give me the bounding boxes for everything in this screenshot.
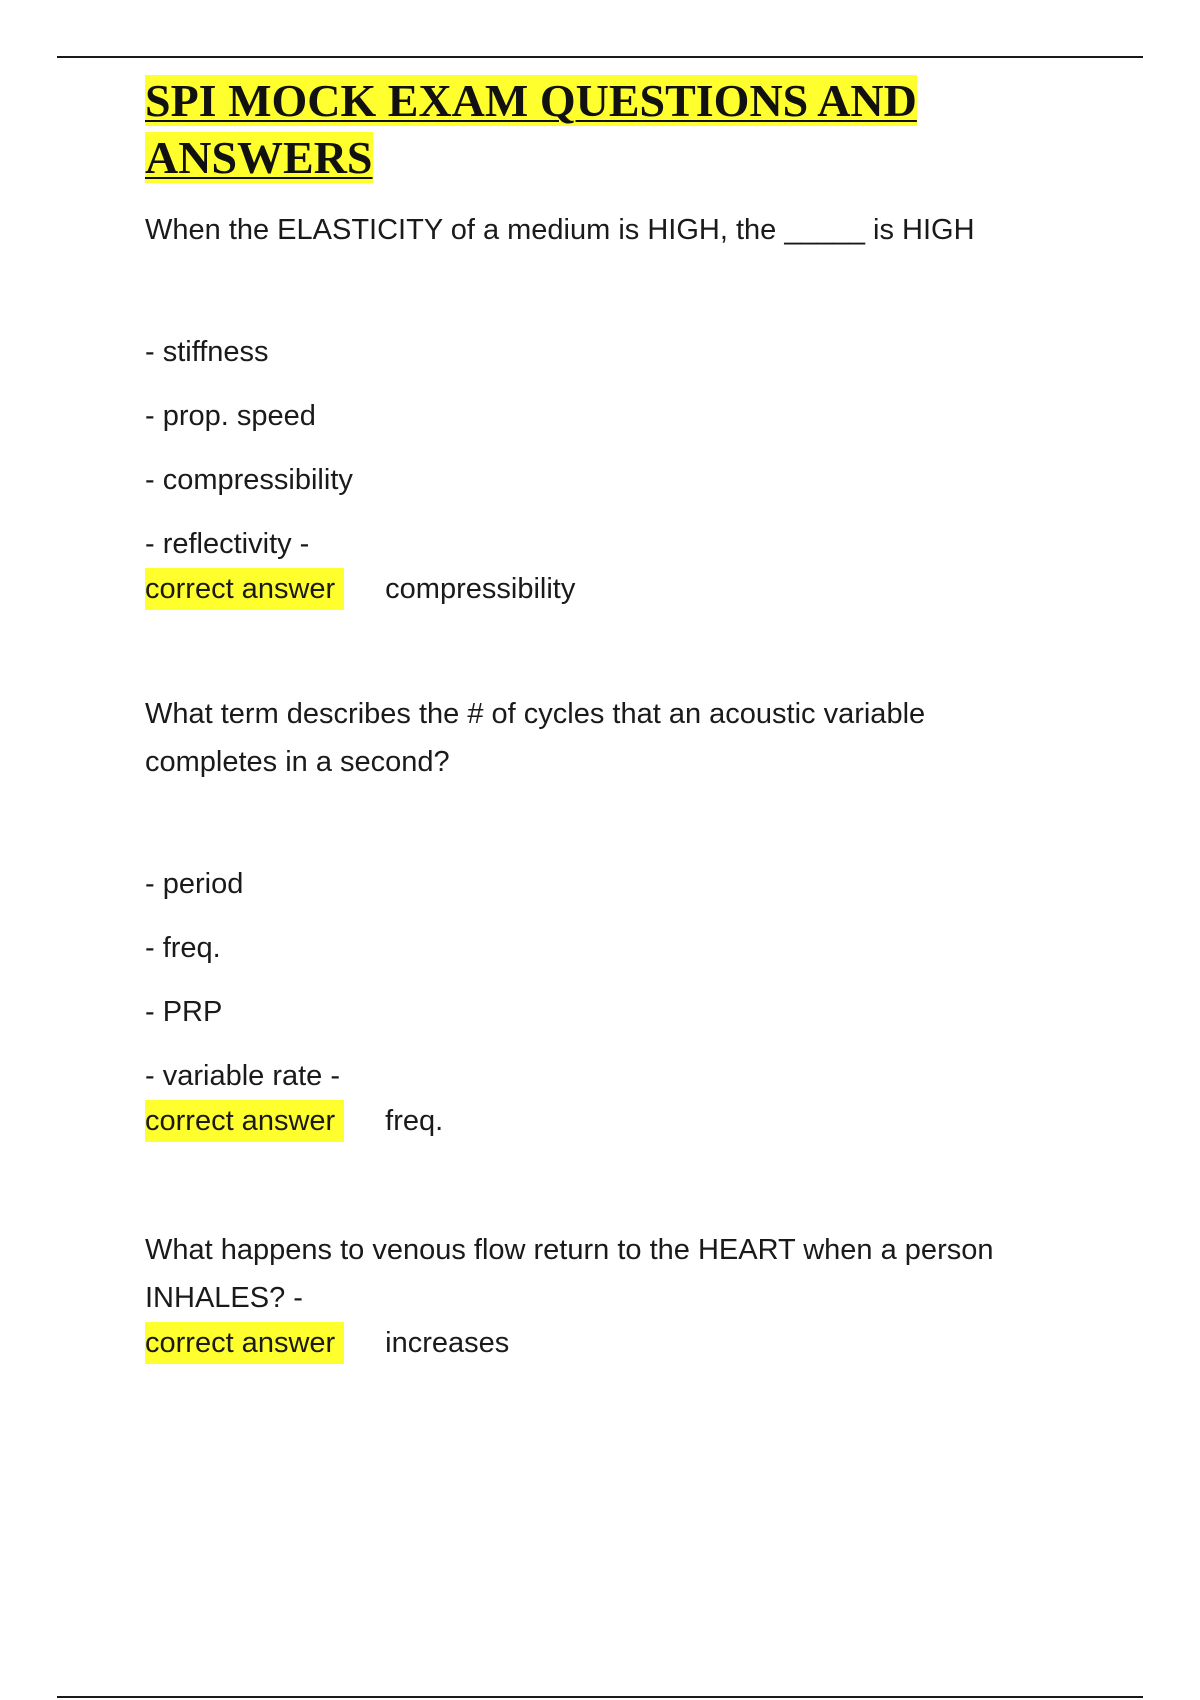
option-item: - compressibility [145,464,353,496]
document-body [145,72,1125,1364]
question-block-1 [145,206,1125,610]
option-item: - variable rate - [145,1060,341,1092]
option-item: - freq. [145,932,221,964]
answer-row [145,1100,975,1142]
option-item: - reflectivity - [145,528,310,560]
title-highlight: SPI MOCK EXAM QUESTIONS AND ANSWERS [145,75,917,183]
correct-answer-value: increases [385,1327,510,1359]
bottom-rule [57,1696,1143,1698]
correct-answer-label: correct answer [145,1322,344,1364]
option-item: - PRP [145,996,223,1028]
option-item: - stiffness [145,336,269,368]
option-item: - prop. speed [145,400,316,432]
correct-answer-value: freq. [385,1105,444,1137]
option-item: - period [145,868,244,900]
correct-answer-value: compressibility [385,573,576,605]
option-list [145,332,1125,564]
correct-answer-label: correct answer [145,1100,344,1142]
answer-row [145,1322,1085,1364]
question-block-2 [145,690,975,1142]
correct-answer-label: correct answer [145,568,344,610]
answer-row [145,568,1125,610]
question-text: When the ELASTICITY of a medium is HIGH, the _____ is HIGH [145,214,975,246]
question-block-3 [145,1226,1085,1364]
option-list [145,864,975,1096]
question-text: What happens to venous flow return to the HEART when a person INHALES? - [145,1234,994,1314]
question-text: What term describes the # of cycles that an acoustic variable completes in a second? [145,698,926,778]
document-title [145,72,975,186]
top-rule [57,56,1143,58]
